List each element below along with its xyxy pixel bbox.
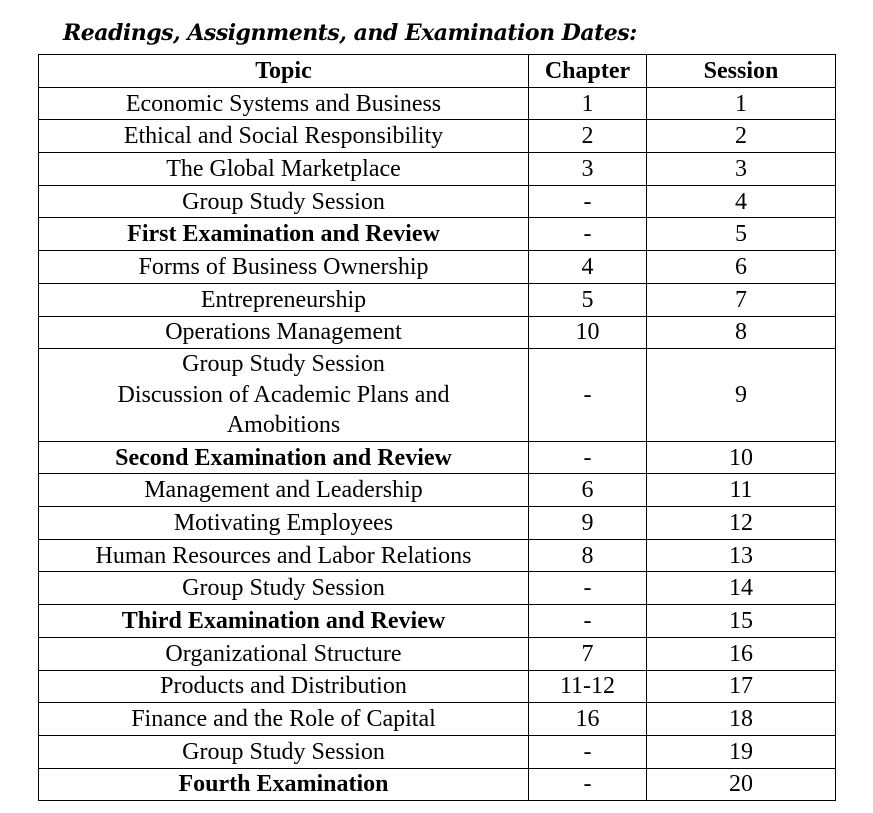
topic-cell: Products and Distribution xyxy=(39,670,529,703)
chapter-cell: - xyxy=(529,572,647,605)
topic-cell: Management and Leadership xyxy=(39,474,529,507)
session-cell: 12 xyxy=(647,507,836,540)
table-row xyxy=(39,507,836,540)
topic-cell: Group Study Session xyxy=(39,572,529,605)
session-cell: 7 xyxy=(647,283,836,316)
chapter-cell: 9 xyxy=(529,507,647,540)
table-row xyxy=(39,185,836,218)
topic-cell: Finance and the Role of Capital xyxy=(39,703,529,736)
session-cell: 14 xyxy=(647,572,836,605)
session-cell: 8 xyxy=(647,316,836,349)
topic-cell: The Global Marketplace xyxy=(39,153,529,186)
exam-topic-cell: Third Examination and Review xyxy=(39,605,529,638)
schedule-table xyxy=(38,54,836,801)
chapter-cell: 1 xyxy=(529,87,647,120)
chapter-cell: - xyxy=(529,605,647,638)
topic-line: Group Study Session xyxy=(182,351,385,378)
session-cell: 9 xyxy=(647,349,836,442)
header-row xyxy=(39,55,836,88)
table-row xyxy=(39,120,836,153)
topic-column-header: Topic xyxy=(39,55,529,88)
topic-cell: Group Study Session xyxy=(39,185,529,218)
chapter-cell: 6 xyxy=(529,474,647,507)
topic-cell: Organizational Structure xyxy=(39,637,529,670)
chapter-cell: 11-12 xyxy=(529,670,647,703)
session-cell: 3 xyxy=(647,153,836,186)
topic-cell: Economic Systems and Business xyxy=(39,87,529,120)
session-cell: 18 xyxy=(647,703,836,736)
session-cell: 10 xyxy=(647,441,836,474)
table-row xyxy=(39,735,836,768)
session-cell: 1 xyxy=(647,87,836,120)
topic-cell: Entrepreneurship xyxy=(39,283,529,316)
table-row xyxy=(39,349,836,442)
chapter-cell: - xyxy=(529,349,647,442)
chapter-cell: - xyxy=(529,185,647,218)
table-row xyxy=(39,251,836,284)
exam-topic-cell: Fourth Examination xyxy=(39,768,529,801)
chapter-cell: - xyxy=(529,768,647,801)
table-row xyxy=(39,153,836,186)
table-row xyxy=(39,474,836,507)
session-cell: 2 xyxy=(647,120,836,153)
chapter-cell: 7 xyxy=(529,637,647,670)
table-row xyxy=(39,703,836,736)
exam-topic-cell: Second Examination and Review xyxy=(39,441,529,474)
table-row xyxy=(39,283,836,316)
exam-topic-cell: First Examination and Review xyxy=(39,218,529,251)
chapter-cell: - xyxy=(529,218,647,251)
session-cell: 11 xyxy=(647,474,836,507)
chapter-cell: - xyxy=(529,735,647,768)
table-row xyxy=(39,539,836,572)
topic-cell xyxy=(39,349,529,442)
topic-cell: Forms of Business Ownership xyxy=(39,251,529,284)
session-column-header: Session xyxy=(647,55,836,88)
session-cell: 5 xyxy=(647,218,836,251)
session-cell: 19 xyxy=(647,735,836,768)
exam-row xyxy=(39,768,836,801)
table-row xyxy=(39,572,836,605)
chapter-cell: - xyxy=(529,441,647,474)
table-row xyxy=(39,670,836,703)
session-cell: 4 xyxy=(647,185,836,218)
session-cell: 13 xyxy=(647,539,836,572)
topic-line: Discussion of Academic Plans and xyxy=(117,381,450,408)
session-cell: 16 xyxy=(647,637,836,670)
exam-row xyxy=(39,605,836,638)
session-cell: 17 xyxy=(647,670,836,703)
topic-cell: Operations Management xyxy=(39,316,529,349)
session-cell: 6 xyxy=(647,251,836,284)
table-row xyxy=(39,637,836,670)
exam-row xyxy=(39,441,836,474)
table-row xyxy=(39,316,836,349)
schedule-heading: Readings, Assignments, and Examination Dates: xyxy=(63,20,637,46)
session-cell: 20 xyxy=(647,768,836,801)
session-cell: 15 xyxy=(647,605,836,638)
topic-cell: Group Study Session xyxy=(39,735,529,768)
topic-cell: Motivating Employees xyxy=(39,507,529,540)
topic-cell: Ethical and Social Responsibility xyxy=(39,120,529,153)
chapter-column-header: Chapter xyxy=(529,55,647,88)
chapter-cell: 8 xyxy=(529,539,647,572)
topic-line: Amobitions xyxy=(226,412,341,439)
chapter-cell: 16 xyxy=(529,703,647,736)
chapter-cell: 2 xyxy=(529,120,647,153)
table-row xyxy=(39,87,836,120)
chapter-cell: 4 xyxy=(529,251,647,284)
chapter-cell: 10 xyxy=(529,316,647,349)
exam-row xyxy=(39,218,836,251)
topic-cell: Human Resources and Labor Relations xyxy=(39,539,529,572)
chapter-cell: 3 xyxy=(529,153,647,186)
chapter-cell: 5 xyxy=(529,283,647,316)
